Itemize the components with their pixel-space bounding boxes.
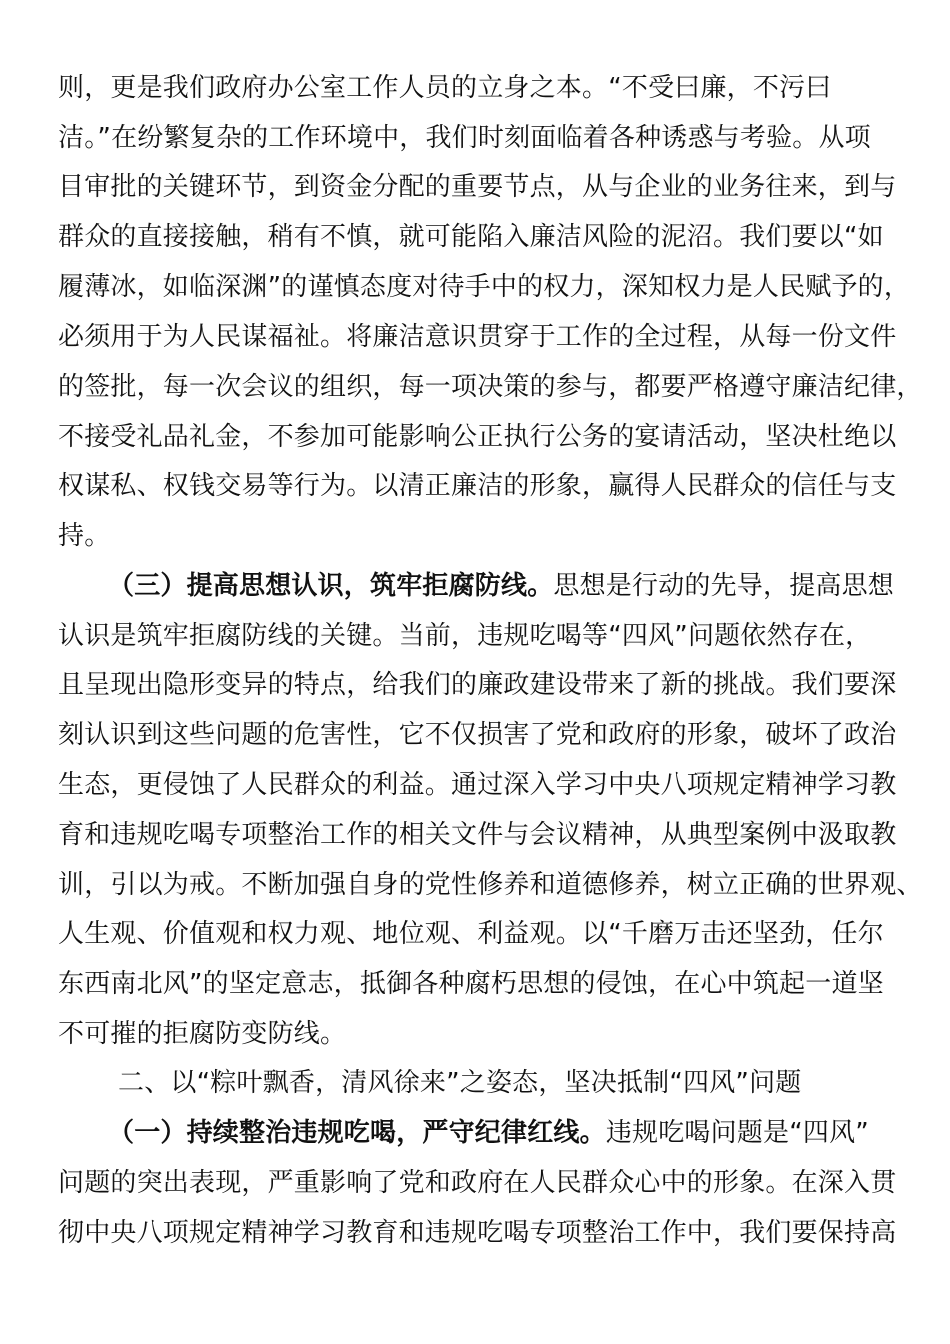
text-line: 育和违规吃喝专项整治工作的相关文件与会议精神，从典型案例中汲取教 (58, 820, 897, 850)
text-line: 洁。”在纷繁复杂的工作环境中，我们时刻面临着各种诱惑与考验。从项 (58, 123, 871, 153)
text-line: 问题的突出表现，严重影响了党和政府在人民群众心中的形象。在深入贯 (58, 1168, 897, 1198)
text-line: 持。 (58, 521, 111, 551)
text-line: 履薄冰，如临深渊”的谨慎态度对待手中的权力，深知权力是人民赋予的， (58, 272, 911, 302)
text-line: 的签批，每一次会议的组织，每一项决策的参与，都要严格遵守廉洁纪律， (58, 372, 923, 402)
text-line: 彻中央八项规定精神学习教育和违规吃喝专项整治工作中，我们要保持高 (58, 1218, 897, 1248)
text-line: 不可摧的拒腐防变防线。 (58, 1019, 347, 1049)
text-line: 刻认识到这些问题的危害性，它不仅损害了党和政府的形象，破坏了政治 (58, 720, 897, 750)
text-line: 东西南北风”的坚定意志，抵御各种腐朽思想的侵蚀，在心中筑起一道坚 (58, 969, 884, 999)
subsection-heading: （一）持续整治违规吃喝，严守纪律红线。 (108, 1118, 606, 1148)
text-line: 认识是筑牢拒腐防线的关键。当前，违规吃喝等“四风”问题依然存在， (58, 621, 872, 651)
text-run: 思想是行动的先导，提高思想 (553, 571, 895, 601)
text-line: 权谋私、权钱交易等行为。以清正廉洁的形象，赢得人民群众的信任与支 (58, 471, 897, 501)
text-line: 人生观、价值观和权力观、地位观、利益观。以“千磨万击还坚劲，任尔 (58, 919, 884, 949)
text-line: 不接受礼品礼金，不参加可能影响公正执行公务的宴请活动，坚决杜绝以 (58, 422, 897, 452)
paragraph-first-line (108, 561, 898, 611)
text-line: 目审批的关键环节，到资金分配的重要节点，从与企业的业务往来，到与 (58, 172, 897, 202)
text-line: 生态，更侵蚀了人民群众的利益。通过深入学习中央八项规定精神学习教 (58, 770, 897, 800)
text-line: 必须用于为人民谋福祉。将廉洁意识贯穿于工作的全过程，从每一份文件 (58, 322, 897, 352)
paragraph-first-line (108, 1108, 898, 1158)
text-line: 则，更是我们政府办公室工作人员的立身之本。“不受曰廉，不污曰 (58, 73, 832, 103)
section-heading: 二、以“粽叶飘香，清风徐来”之姿态，坚决抵制“四风”问题 (118, 1068, 802, 1098)
text-line: 且呈现出隐形变异的特点，给我们的廉政建设带来了新的挑战。我们要深 (58, 670, 897, 700)
text-line: 群众的直接接触，稍有不慎，就可能陷入廉洁风险的泥沼。我们要以“如 (58, 222, 884, 252)
subsection-heading: （三）提高思想认识，筑牢拒腐防线。 (108, 571, 554, 601)
text-line: 训，引以为戒。不断加强自身的党性修养和道德修养，树立正确的世界观、 (58, 870, 923, 900)
text-run: 违规吃喝问题是“四风” (605, 1118, 869, 1148)
